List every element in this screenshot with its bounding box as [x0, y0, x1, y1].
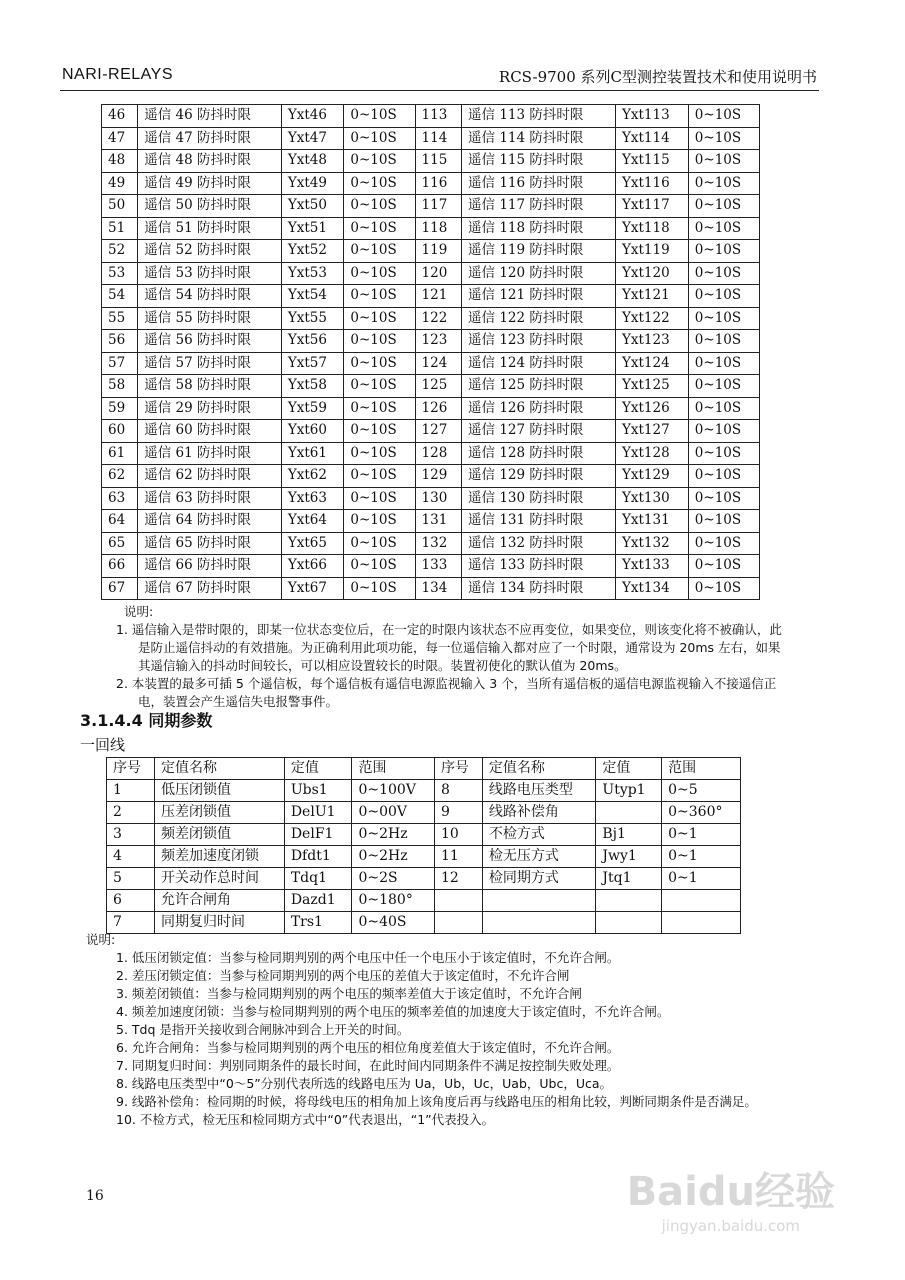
table-cell: 0~00V — [352, 802, 434, 824]
table-cell: 不检方式 — [482, 824, 595, 846]
table-cell: 定值 — [596, 758, 662, 780]
table-cell: 遥信 66 防抖时限 — [138, 555, 282, 578]
table-cell: 定值名称 — [154, 758, 284, 780]
header-doc-title: RCS-9700 系列C型测控装置技术和使用说明书 — [498, 68, 817, 86]
table-cell: 0~1 — [662, 846, 741, 868]
table-cell: 2 — [107, 802, 155, 824]
table-cell: 120 — [415, 262, 462, 285]
table-cell: 遥信 117 防抖时限 — [462, 195, 616, 218]
table-cell: 8 — [434, 780, 482, 802]
header-brand: NARI-RELAYS — [62, 66, 174, 83]
table-cell: 0~10S — [688, 217, 759, 240]
table-cell: 11 — [434, 846, 482, 868]
table-cell: 10 — [434, 824, 482, 846]
note-item: 6. 允许合闸角：当参与检同期判别的两个电压的相位角度差值大于该定值时，不允许合闸。 — [116, 1040, 620, 1055]
table-cell: 0~10S — [688, 352, 759, 375]
table-cell: Ubs1 — [284, 780, 352, 802]
table-cell: 序号 — [434, 758, 482, 780]
table-row — [102, 352, 760, 375]
table-cell: 0~10S — [344, 105, 415, 128]
table-row — [102, 532, 760, 555]
table-cell: 66 — [102, 555, 138, 578]
table-cell: Yxt65 — [281, 532, 344, 555]
table-row — [102, 172, 760, 195]
table-cell: 118 — [415, 217, 462, 240]
table-cell: Bj1 — [596, 824, 662, 846]
table-cell: 0~10S — [344, 240, 415, 263]
table-cell: 遥信 57 防抖时限 — [138, 352, 282, 375]
table-cell: Yxt119 — [615, 240, 688, 263]
table-cell: 125 — [415, 375, 462, 398]
sync-params-table — [106, 757, 741, 934]
table-cell: Yxt50 — [281, 195, 344, 218]
table-cell: Yxt121 — [615, 285, 688, 308]
table-cell: 64 — [102, 510, 138, 533]
table-cell: 0~10S — [344, 217, 415, 240]
table-cell: 遥信 51 防抖时限 — [138, 217, 282, 240]
table-row — [102, 330, 760, 353]
table-cell: Yxt122 — [615, 307, 688, 330]
table-cell: 遥信 114 防抖时限 — [462, 127, 616, 150]
table-cell: 52 — [102, 240, 138, 263]
table-cell: 0~1 — [662, 824, 741, 846]
table-cell: Yxt130 — [615, 487, 688, 510]
table-cell: 遥信 118 防抖时限 — [462, 217, 616, 240]
table-cell: 9 — [434, 802, 482, 824]
table-cell: 0~10S — [344, 330, 415, 353]
table-cell: Yxt61 — [281, 442, 344, 465]
table-row — [102, 465, 760, 488]
table-cell: 126 — [415, 397, 462, 420]
table-cell: Yxt51 — [281, 217, 344, 240]
table-cell: Yxt54 — [281, 285, 344, 308]
table-row — [107, 846, 741, 868]
table-row — [107, 890, 741, 912]
table-cell: 遥信 134 防抖时限 — [462, 577, 616, 600]
table-cell: 压差闭锁值 — [154, 802, 284, 824]
table-row — [102, 487, 760, 510]
table-cell: 遥信 56 防抖时限 — [138, 330, 282, 353]
table-row — [102, 375, 760, 398]
note-item: 1. 低压闭锁定值：当参与检同期判别的两个电压中任一个电压小于该定值时，不允许合闸。 — [116, 950, 620, 965]
table-cell: 65 — [102, 532, 138, 555]
table-cell: Jtq1 — [596, 868, 662, 890]
table-cell: 遥信 121 防抖时限 — [462, 285, 616, 308]
table-cell: 0~10S — [688, 465, 759, 488]
table-cell: 遥信 130 防抖时限 — [462, 487, 616, 510]
table-cell — [434, 890, 482, 912]
table-cell: 46 — [102, 105, 138, 128]
table-cell: 130 — [415, 487, 462, 510]
table-cell: 0~10S — [344, 127, 415, 150]
section-subheading: 一回线 — [80, 736, 126, 754]
table-cell: 遥信 29 防抖时限 — [138, 397, 282, 420]
table-cell: 遥信 49 防抖时限 — [138, 172, 282, 195]
table-cell: 0~10S — [688, 172, 759, 195]
table-cell: Yxt53 — [281, 262, 344, 285]
table-cell: 0~360° — [662, 802, 741, 824]
table-cell: Yxt128 — [615, 442, 688, 465]
table-cell: 线路电压类型 — [482, 780, 595, 802]
table-cell: 116 — [415, 172, 462, 195]
table-cell — [662, 890, 741, 912]
table-cell: Tdq1 — [284, 868, 352, 890]
notes-title: 说明: — [124, 604, 154, 619]
table-cell: 遥信 122 防抖时限 — [462, 307, 616, 330]
table-cell: 0~10S — [344, 195, 415, 218]
table-row — [102, 127, 760, 150]
table-cell: 0~10S — [344, 307, 415, 330]
table-cell: Yxt60 — [281, 420, 344, 443]
table-cell: 0~10S — [344, 375, 415, 398]
table-cell: 遥信 58 防抖时限 — [138, 375, 282, 398]
table-cell: 0~10S — [688, 262, 759, 285]
table-cell: 遥信 127 防抖时限 — [462, 420, 616, 443]
table-cell: Yxt67 — [281, 577, 344, 600]
table-row — [102, 195, 760, 218]
table-cell: 119 — [415, 240, 462, 263]
table-cell: Yxt126 — [615, 397, 688, 420]
table-cell: Yxt46 — [281, 105, 344, 128]
table-cell: Yxt47 — [281, 127, 344, 150]
table-cell: 0~10S — [344, 150, 415, 173]
table-cell: 遥信 132 防抖时限 — [462, 532, 616, 555]
table-cell: 遥信 129 防抖时限 — [462, 465, 616, 488]
table-cell: 遥信 124 防抖时限 — [462, 352, 616, 375]
table-row — [107, 868, 741, 890]
table-cell: 检同期方式 — [482, 868, 595, 890]
table-cell: 低压闭锁值 — [154, 780, 284, 802]
table-cell: 0~10S — [688, 330, 759, 353]
table-cell: 123 — [415, 330, 462, 353]
table-cell: 开关动作总时间 — [154, 868, 284, 890]
table-cell: 0~2S — [352, 868, 434, 890]
table-cell: 0~10S — [344, 577, 415, 600]
note-item: 2. 本装置的最多可插 5 个遥信板，每个遥信板有遥信电源监视输入 3 个，当所有遥信板的遥信电源监视输入不接遥信正电，装置会产生遥信失电报警事件。 — [116, 676, 777, 709]
table-cell: 0~10S — [344, 172, 415, 195]
table-cell: 48 — [102, 150, 138, 173]
table-cell: 遥信 54 防抖时限 — [138, 285, 282, 308]
table-cell: 6 — [107, 890, 155, 912]
table-cell: 134 — [415, 577, 462, 600]
table-cell: Yxt48 — [281, 150, 344, 173]
table-cell: 0~10S — [344, 397, 415, 420]
table-cell: 0~10S — [688, 375, 759, 398]
table-cell: 0~10S — [688, 487, 759, 510]
table-cell: Yxt132 — [615, 532, 688, 555]
watermark-url: jingyan.baidu.com — [661, 1217, 801, 1235]
table-cell: 遥信 126 防抖时限 — [462, 397, 616, 420]
table-cell: Dazd1 — [284, 890, 352, 912]
table-cell: 67 — [102, 577, 138, 600]
section-heading: 3.1.4.4 同期参数 — [80, 711, 213, 730]
table-cell: DelF1 — [284, 824, 352, 846]
table-cell: 范围 — [352, 758, 434, 780]
table-cell: 序号 — [107, 758, 155, 780]
table-cell: Yxt55 — [281, 307, 344, 330]
table-cell: 遥信 125 防抖时限 — [462, 375, 616, 398]
table-row — [107, 824, 741, 846]
table-cell: Yxt123 — [615, 330, 688, 353]
table-cell: 0~10S — [688, 127, 759, 150]
header-divider — [60, 90, 819, 91]
table-cell: Yxt62 — [281, 465, 344, 488]
table-cell: Yxt63 — [281, 487, 344, 510]
table-cell: Yxt52 — [281, 240, 344, 263]
table-cell: 0~10S — [344, 532, 415, 555]
table-cell: 遥信 123 防抖时限 — [462, 330, 616, 353]
table-cell: 检无压方式 — [482, 846, 595, 868]
table-cell: 0~10S — [688, 240, 759, 263]
table-row — [102, 150, 760, 173]
table-cell: 7 — [107, 912, 155, 934]
table-cell: 121 — [415, 285, 462, 308]
table-cell: Jwy1 — [596, 846, 662, 868]
note-item: 3. 频差闭锁值：当参与检同期判别的两个电压的频率差值大于该定值时，不允许合闸 — [116, 986, 582, 1001]
table-row — [102, 555, 760, 578]
table-cell: 57 — [102, 352, 138, 375]
table-cell: 允许合闸角 — [154, 890, 284, 912]
table-cell: 51 — [102, 217, 138, 240]
table-cell: 0~40S — [352, 912, 434, 934]
table-cell: 遥信 55 防抖时限 — [138, 307, 282, 330]
debounce-settings-table — [101, 104, 760, 600]
table-cell: Yxt127 — [615, 420, 688, 443]
table-cell: 遥信 50 防抖时限 — [138, 195, 282, 218]
table-cell: 129 — [415, 465, 462, 488]
note-item: 7. 同期复归时间：判别同期条件的最长时间，在此时间内同期条件不满足按控制失败处理。 — [116, 1058, 620, 1073]
table-cell: Yxt64 — [281, 510, 344, 533]
table-row — [107, 780, 741, 802]
table-cell: 49 — [102, 172, 138, 195]
table-cell: 0~10S — [344, 262, 415, 285]
table-row — [102, 105, 760, 128]
table-cell: 61 — [102, 442, 138, 465]
table-cell: Yxt129 — [615, 465, 688, 488]
table-cell: 0~2Hz — [352, 846, 434, 868]
watermark-text: Baidu经验 — [626, 1169, 835, 1215]
table-cell: 54 — [102, 285, 138, 308]
table-cell: 遥信 120 防抖时限 — [462, 262, 616, 285]
table-row — [102, 240, 760, 263]
table-cell: 遥信 113 防抖时限 — [462, 105, 616, 128]
table-row — [102, 442, 760, 465]
table-cell: 132 — [415, 532, 462, 555]
table-cell: 遥信 133 防抖时限 — [462, 555, 616, 578]
table-cell: 线路补偿角 — [482, 802, 595, 824]
table-cell: 117 — [415, 195, 462, 218]
table-cell: 频差加速度闭锁 — [154, 846, 284, 868]
table-cell: Yxt118 — [615, 217, 688, 240]
table-cell: 0~10S — [344, 510, 415, 533]
table-cell: 55 — [102, 307, 138, 330]
table-row — [102, 420, 760, 443]
table-cell: 0~10S — [688, 397, 759, 420]
table-cell: Yxt56 — [281, 330, 344, 353]
table-cell: 0~10S — [688, 555, 759, 578]
table-cell: Yxt117 — [615, 195, 688, 218]
table-cell: Yxt59 — [281, 397, 344, 420]
table-row — [102, 217, 760, 240]
table-cell: 0~10S — [344, 420, 415, 443]
note-item: 8. 线路电压类型中“0～5”分别代表所选的线路电压为 Ua，Ub，Uc，Uab，Ubc，Uca。 — [116, 1076, 613, 1091]
table-cell: 0~10S — [344, 352, 415, 375]
table-cell: 0~2Hz — [352, 824, 434, 846]
table-cell — [596, 890, 662, 912]
table-cell: Yxt116 — [615, 172, 688, 195]
table-cell: 4 — [107, 846, 155, 868]
table-cell: 47 — [102, 127, 138, 150]
table-cell: 遥信 67 防抖时限 — [138, 577, 282, 600]
table-row — [102, 285, 760, 308]
table-cell: 0~10S — [688, 105, 759, 128]
table-row — [102, 262, 760, 285]
table-row — [102, 510, 760, 533]
table-cell: 遥信 119 防抖时限 — [462, 240, 616, 263]
note-item: 2. 差压闭锁定值：当参与检同期判别的两个电压的差值大于该定值时，不允许合闸 — [116, 968, 570, 983]
table-cell: 0~10S — [688, 195, 759, 218]
table-cell: Yxt114 — [615, 127, 688, 150]
table-cell: 遥信 65 防抖时限 — [138, 532, 282, 555]
table-cell: 遥信 48 防抖时限 — [138, 150, 282, 173]
note-item: 5. Tdq 是指开关接收到合闸脉冲到合上开关的时间。 — [116, 1022, 410, 1037]
table-cell: 遥信 131 防抖时限 — [462, 510, 616, 533]
note-item: 1. 遥信输入是带时限的，即某一位状态变位后，在一定的时限内该状态不应再变位，如果变位，则该变化将不被确认，此是防止遥信抖动的有效措施。为正确利用此项功能，每一位遥信输入都对应了一个时限，通常设为 20ms 左右，如果其遥信输入的抖动时间较长，可以相应设置较长的时限。装置初使化的默认值为 20ms。 — [116, 622, 782, 673]
table-cell: 50 — [102, 195, 138, 218]
table-row — [107, 802, 741, 824]
table-cell: 0~10S — [344, 285, 415, 308]
table-cell: 遥信 46 防抖时限 — [138, 105, 282, 128]
table-cell: 遥信 64 防抖时限 — [138, 510, 282, 533]
table-cell: 定值名称 — [482, 758, 595, 780]
table-cell: 127 — [415, 420, 462, 443]
page-number: 16 — [86, 1188, 104, 1204]
note-item: 4. 频差加速度闭锁：当参与检同期判别的两个电压的频率差值的加速度大于该定值时，不允许合闸。 — [116, 1004, 670, 1019]
table-cell: 遥信 61 防抖时限 — [138, 442, 282, 465]
table-cell: Yxt58 — [281, 375, 344, 398]
note-item: 10. 不检方式，检无压和检同期方式中“0”代表退出，“1”代表投入。 — [116, 1112, 495, 1127]
table-cell: 0~10S — [688, 532, 759, 555]
table-cell: 同期复归时间 — [154, 912, 284, 934]
table-row — [102, 307, 760, 330]
table-cell: Yxt57 — [281, 352, 344, 375]
table-cell: Dfdt1 — [284, 846, 352, 868]
note-item: 9. 线路补偿角：检同期的时候，将母线电压的相角加上该角度后再与线路电压的相角比较，判断同期条件是否满足。 — [116, 1094, 757, 1109]
table-cell — [482, 890, 595, 912]
table-cell: Yxt49 — [281, 172, 344, 195]
table-cell: 0~10S — [688, 577, 759, 600]
table-cell: Yxt134 — [615, 577, 688, 600]
table-cell: 0~1 — [662, 868, 741, 890]
table-cell: 遥信 47 防抖时限 — [138, 127, 282, 150]
table-cell: 0~10S — [688, 150, 759, 173]
table-cell: 59 — [102, 397, 138, 420]
table-cell: 0~10S — [344, 555, 415, 578]
table-cell: Trs1 — [284, 912, 352, 934]
table-cell: 128 — [415, 442, 462, 465]
table-cell: 62 — [102, 465, 138, 488]
table-cell: 122 — [415, 307, 462, 330]
table-cell: 遥信 115 防抖时限 — [462, 150, 616, 173]
notes-remote-signal — [116, 603, 786, 711]
table-cell: 0~10S — [344, 487, 415, 510]
table-cell: 115 — [415, 150, 462, 173]
table-cell: 124 — [415, 352, 462, 375]
table-cell: 58 — [102, 375, 138, 398]
table-cell: Yxt125 — [615, 375, 688, 398]
notes-sync — [86, 931, 786, 1129]
table-cell: 3 — [107, 824, 155, 846]
table-cell: Yxt133 — [615, 555, 688, 578]
table-cell: 5 — [107, 868, 155, 890]
table-cell: 0~180° — [352, 890, 434, 912]
table-cell: 0~10S — [688, 442, 759, 465]
table-cell: 0~10S — [688, 510, 759, 533]
table-cell: 定值 — [284, 758, 352, 780]
table-cell: 56 — [102, 330, 138, 353]
table-cell: Yxt115 — [615, 150, 688, 173]
table-row — [107, 758, 741, 780]
table-row — [102, 577, 760, 600]
table-cell: 133 — [415, 555, 462, 578]
table-cell: Yxt120 — [615, 262, 688, 285]
table-cell: 63 — [102, 487, 138, 510]
table-cell: 0~10S — [688, 307, 759, 330]
table-cell: 113 — [415, 105, 462, 128]
table-cell: 60 — [102, 420, 138, 443]
table-cell: 0~10S — [688, 285, 759, 308]
table-cell: 1 — [107, 780, 155, 802]
table-cell: 遥信 52 防抖时限 — [138, 240, 282, 263]
table-cell — [596, 802, 662, 824]
table-cell: 遥信 60 防抖时限 — [138, 420, 282, 443]
table-cell: Yxt66 — [281, 555, 344, 578]
notes-title: 说明: — [86, 932, 116, 947]
table-cell: 频差闭锁值 — [154, 824, 284, 846]
table-cell: 0~10S — [344, 442, 415, 465]
table-cell: 遥信 53 防抖时限 — [138, 262, 282, 285]
table-cell: Utyp1 — [596, 780, 662, 802]
table-cell: 131 — [415, 510, 462, 533]
table-cell: 遥信 63 防抖时限 — [138, 487, 282, 510]
table-cell: 12 — [434, 868, 482, 890]
table-cell: 遥信 62 防抖时限 — [138, 465, 282, 488]
table-cell: 0~100V — [352, 780, 434, 802]
table-row — [102, 397, 760, 420]
table-cell: 53 — [102, 262, 138, 285]
table-cell: 0~5 — [662, 780, 741, 802]
table-cell: Yxt131 — [615, 510, 688, 533]
table-cell: 0~10S — [688, 420, 759, 443]
table-cell: 遥信 116 防抖时限 — [462, 172, 616, 195]
table-cell: 范围 — [662, 758, 741, 780]
table-cell: 遥信 128 防抖时限 — [462, 442, 616, 465]
watermark-logo — [627, 1160, 835, 1235]
table-cell: 114 — [415, 127, 462, 150]
table-cell: Yxt113 — [615, 105, 688, 128]
table-cell: Yxt124 — [615, 352, 688, 375]
table-cell: DelU1 — [284, 802, 352, 824]
table-cell: 0~10S — [344, 465, 415, 488]
